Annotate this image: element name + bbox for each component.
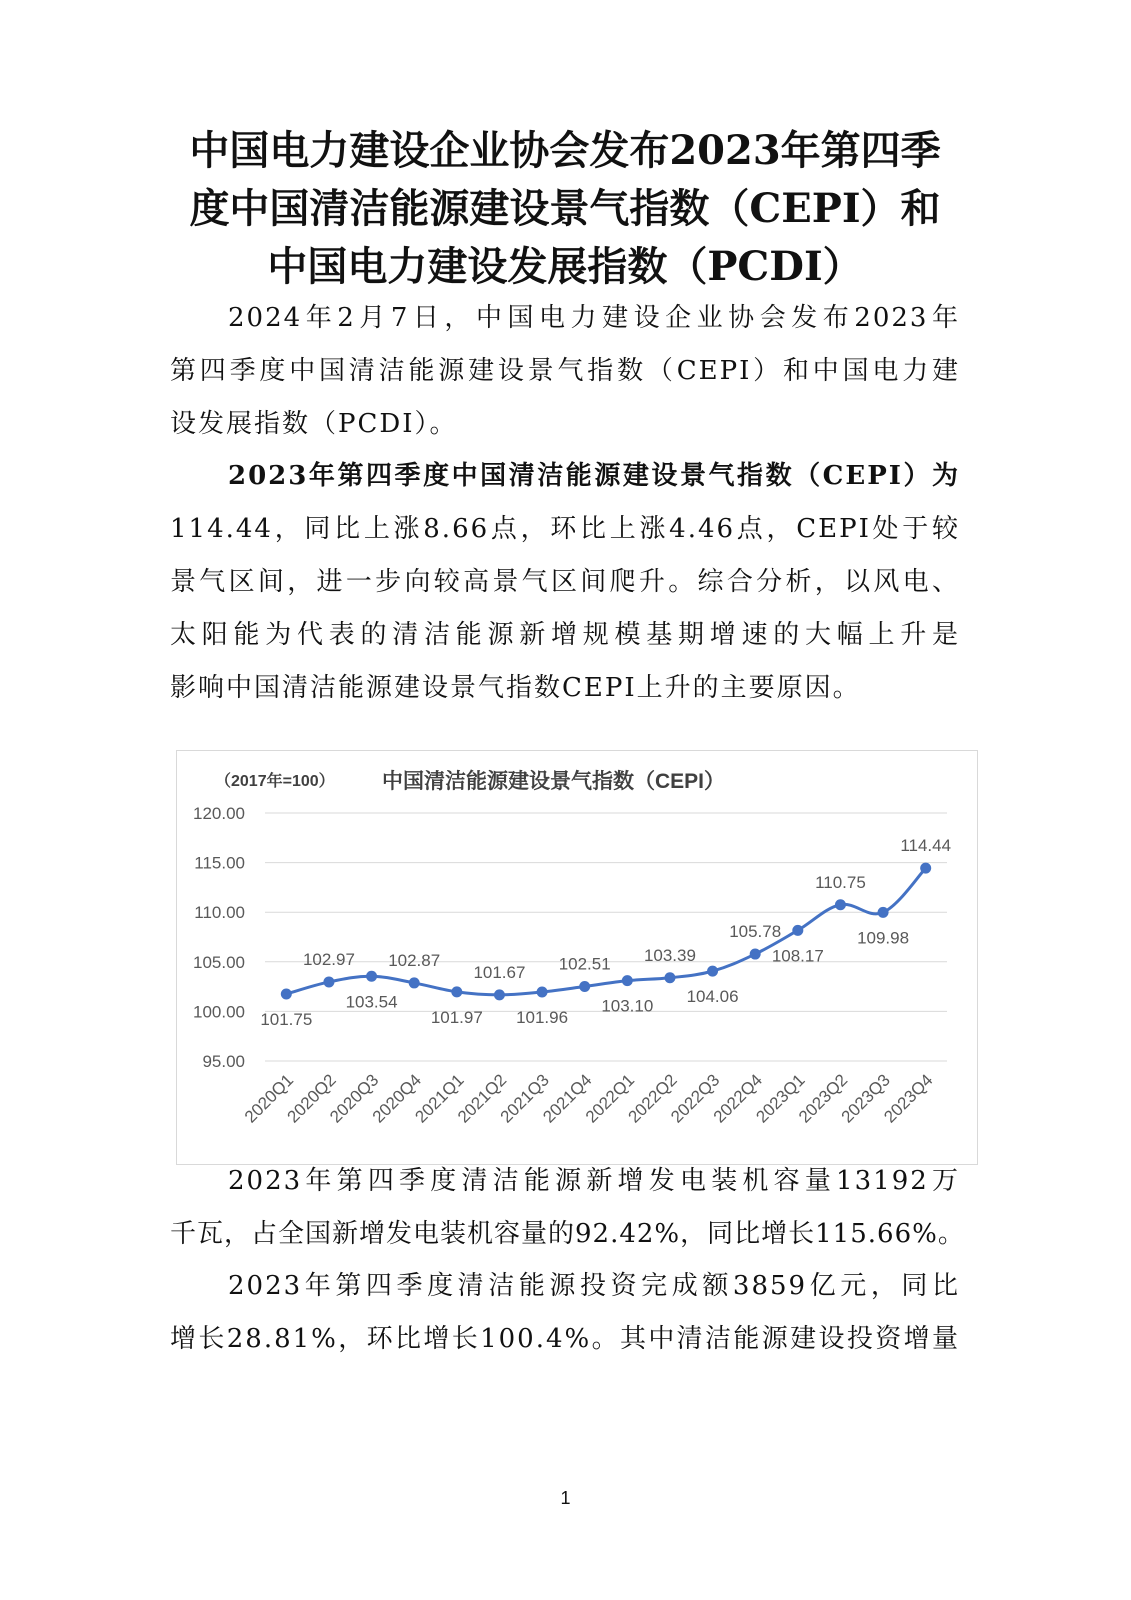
x-tick-label: 2023Q4 — [880, 1070, 937, 1127]
data-label: 108.17 — [771, 946, 824, 966]
page-number: 1 — [560, 1488, 571, 1508]
x-tick-label: 2021Q2 — [454, 1070, 511, 1127]
paragraph-line: 2023年第四季度中国清洁能源建设景气指数（CEPI）为 — [228, 461, 960, 491]
data-label: 105.78 — [729, 922, 782, 942]
x-tick-label: 2020Q4 — [368, 1070, 426, 1127]
data-label: 101.96 — [516, 1007, 569, 1027]
x-tick-label: 2022Q2 — [624, 1070, 681, 1127]
title-line: 度中国清洁能源建设景气指数（CEPI）和 — [189, 185, 941, 232]
y-tick-label: 110.00 — [194, 903, 245, 923]
cepi-line-chart — [176, 750, 978, 1165]
y-tick-label: 105.00 — [193, 952, 245, 972]
data-point — [622, 975, 633, 986]
data-label: 104.06 — [686, 987, 739, 1007]
paragraph-line: 太阳能为代表的清洁能源新增规模基期增速的大幅上升是 — [170, 620, 960, 650]
y-tick-label: 120.00 — [193, 804, 245, 823]
paragraph-intro — [170, 292, 960, 451]
x-tick-label: 2023Q3 — [837, 1070, 894, 1127]
document-title — [150, 122, 980, 296]
x-tick-label: 2023Q1 — [752, 1070, 809, 1127]
paragraph-line: 2023年第四季度清洁能源投资完成额3859亿元，同比 — [228, 1271, 960, 1301]
paragraph-line: 影响中国清洁能源建设景气指数CEPI上升的主要原因。 — [170, 673, 861, 703]
chart-base-note: （2017年=100） — [215, 773, 335, 790]
y-tick-label: 115.00 — [194, 853, 245, 873]
x-tick-label: 2023Q2 — [795, 1070, 852, 1127]
data-point — [323, 976, 334, 987]
data-label: 103.39 — [643, 945, 696, 965]
data-label: 101.75 — [260, 1010, 313, 1030]
paragraph-line: 增长28.81%，环比增长100.4%。其中清洁能源建设投资增量 — [170, 1324, 960, 1354]
data-label: 102.87 — [388, 950, 441, 970]
data-point — [750, 949, 761, 960]
data-point — [281, 989, 292, 1000]
data-point — [537, 986, 548, 997]
x-tick-label: 2022Q3 — [667, 1070, 724, 1127]
title-line: 中国电力建设发展指数（PCDI） — [267, 243, 863, 290]
x-tick-label: 2020Q3 — [326, 1070, 383, 1127]
data-label: 102.51 — [558, 954, 611, 974]
x-tick-label: 2021Q3 — [496, 1070, 553, 1127]
x-tick-label: 2022Q1 — [581, 1070, 639, 1127]
paragraph-line: 114.44，同比上涨8.66点，环比上涨4.46点，CEPI处于较 — [170, 514, 960, 544]
x-tick-label: 2021Q1 — [411, 1070, 468, 1127]
paragraph-line: 千瓦，占全国新增发电装机容量的92.42%，同比增长115.66%。 — [170, 1219, 965, 1249]
paragraph-line: 第四季度中国清洁能源建设景气指数（CEPI）和中国电力建 — [170, 356, 960, 386]
data-label: 114.44 — [900, 836, 952, 856]
data-point — [835, 899, 846, 910]
x-tick-label: 2021Q4 — [539, 1070, 596, 1127]
data-point — [409, 977, 420, 988]
data-label: 110.75 — [815, 872, 866, 892]
paragraph-line: 2024年2月7日，中国电力建设企业协会发布2023年 — [228, 303, 960, 333]
data-point — [878, 907, 889, 918]
data-point — [664, 972, 675, 983]
paragraph-line: 景气区间，进一步向较高景气区间爬升。综合分析，以风电、 — [170, 567, 960, 597]
title-line: 中国电力建设企业协会发布2023年第四季 — [189, 127, 941, 174]
x-tick-label: 2020Q1 — [240, 1070, 298, 1127]
data-point — [920, 863, 931, 874]
paragraph-cepi-summary — [170, 450, 960, 715]
data-label: 101.67 — [473, 962, 526, 982]
y-tick-label: 95.00 — [202, 1052, 245, 1071]
y-tick-label: 100.00 — [193, 1002, 245, 1022]
data-label: 103.10 — [601, 996, 654, 1016]
paragraph-line: 设发展指数（PCDI）。 — [170, 409, 458, 439]
paragraph-capacity — [170, 1155, 965, 1261]
data-point — [792, 925, 803, 936]
data-point — [494, 989, 505, 1000]
data-label: 103.54 — [345, 992, 398, 1012]
x-tick-label: 2020Q2 — [283, 1070, 340, 1127]
paragraph-investment — [170, 1260, 960, 1366]
data-label: 102.97 — [302, 949, 355, 969]
data-point — [579, 981, 590, 992]
x-tick-label: 2022Q4 — [709, 1070, 767, 1127]
paragraph-line: 2023年第四季度清洁能源新增发电装机容量13192万 — [228, 1166, 960, 1196]
data-label: 101.97 — [430, 1007, 483, 1027]
data-point — [366, 971, 377, 982]
data-point — [707, 966, 718, 977]
chart-canvas — [177, 751, 979, 1166]
data-point — [451, 986, 462, 997]
data-label: 109.98 — [857, 928, 910, 948]
chart-title: 中国清洁能源建设景气指数（CEPI） — [382, 770, 726, 793]
